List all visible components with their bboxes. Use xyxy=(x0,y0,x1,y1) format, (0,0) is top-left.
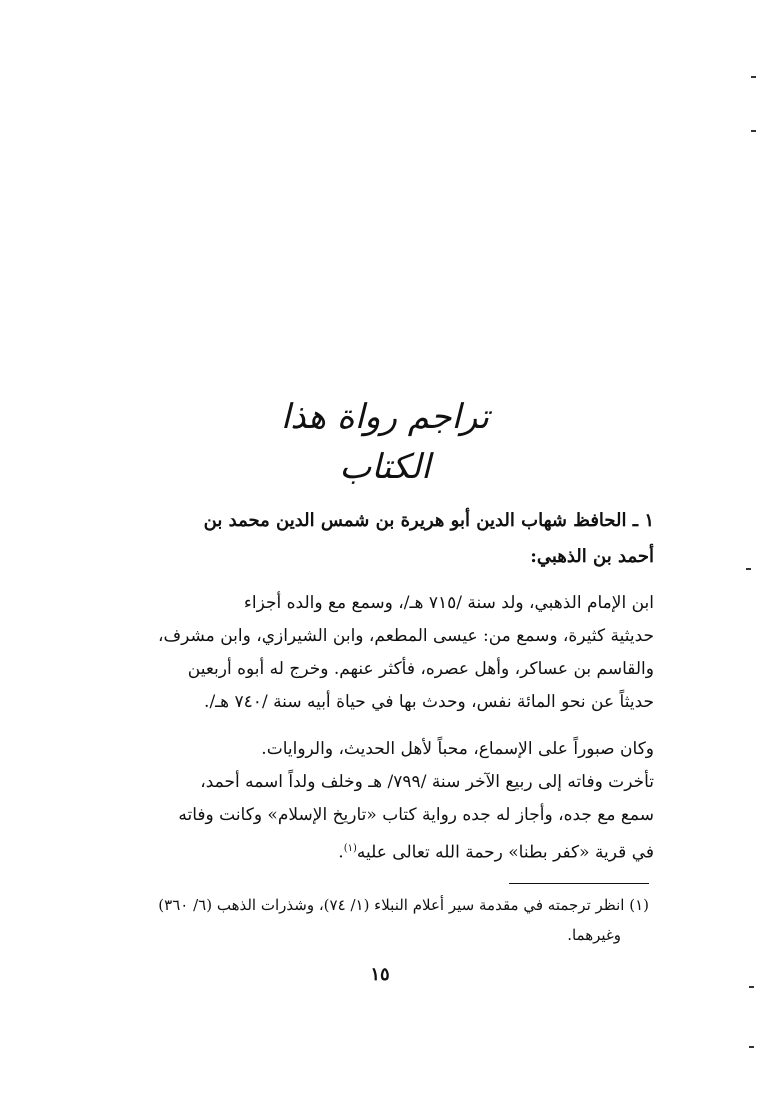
footnote xyxy=(110,890,649,950)
paragraph-line: تأخرت وفاته إلى ربيع الآخر سنة /٧٩٩/ هـ وخلف ولداً اسمه أحمد، xyxy=(200,772,654,792)
footnote-line: (١) انظر ترجمته في مقدمة سير أعلام النبلاء (١/ ٧٤)، وشذرات الذهب (٦/ ٣٦٠) xyxy=(158,896,649,914)
scan-mark xyxy=(749,986,754,988)
section-heading: تراجم رواة هذا الكتاب xyxy=(280,397,490,487)
scan-mark xyxy=(749,1046,754,1048)
page-number: ١٥ xyxy=(370,964,390,985)
entry-title xyxy=(110,503,654,575)
paragraph-death xyxy=(110,733,654,870)
paragraph-line: سمع مع جده، وأجاز له جده رواية كتاب «تاريخ الإسلام» وكانت وفاته xyxy=(178,805,654,825)
paragraph-line: حديثاً عن نحو المائة نفس، وحدث بها في حياة أبيه سنة /٧٤٠ هـ/. xyxy=(204,692,654,712)
paragraph-line-text: في قرية «كفر بطنا» رحمة الله تعالى عليه xyxy=(356,842,654,863)
paragraph-line: وكان صبوراً على الإسماع، محباً لأهل الحديث، والروايات. xyxy=(261,739,654,759)
scan-mark xyxy=(751,76,756,78)
entry-title-line: أحمد بن الذهبي: xyxy=(530,546,654,567)
scan-mark xyxy=(751,130,756,132)
paragraph-line: والقاسم بن عساكر، وأهل عصره، فأكثر عنهم. وخرج له أبوه أربعين xyxy=(187,659,654,679)
paragraph-line: في قرية «كفر بطنا» رحمة الله تعالى عليه$^{(١)}$. xyxy=(338,842,654,863)
scan-mark xyxy=(746,568,751,570)
paragraph-biography xyxy=(110,587,654,719)
footnote-line: وغيرهما. xyxy=(567,926,621,944)
paragraph-line: ابن الإمام الذهبي، ولد سنة /٧١٥ هـ/، وسمع مع والده أجزاء xyxy=(243,593,654,613)
entry-title-line: ١ ـ الحافظ شهاب الدين أبو هريرة بن شمس الدين محمد بن xyxy=(203,510,654,531)
paragraph-line: حديثية كثيرة، وسمع من: عيسى المطعم، وابن الشيرازي، وابن مشرف، xyxy=(158,626,654,646)
footnote-reference[interactable]: (١) xyxy=(343,843,357,854)
footnote-divider xyxy=(509,883,649,884)
